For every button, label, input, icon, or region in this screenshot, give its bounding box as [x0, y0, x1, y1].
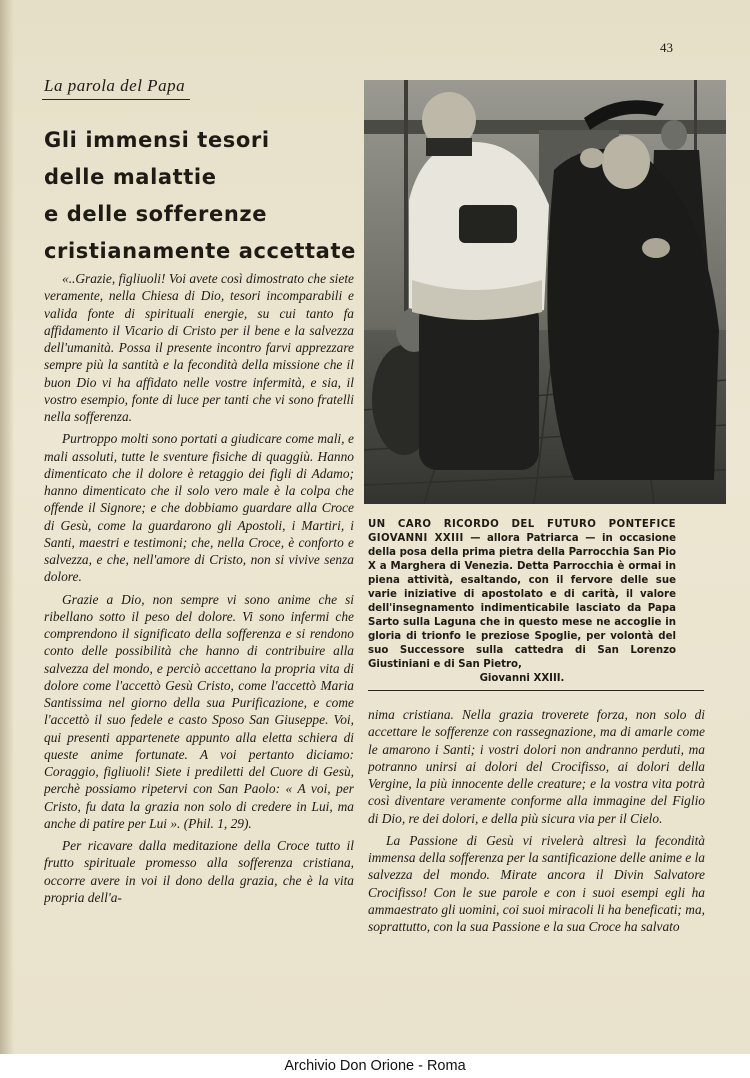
title-line: delle malattie	[44, 165, 217, 189]
article-column-right	[368, 706, 705, 1036]
archive-footer: Archivio Don Orione - Roma	[0, 1054, 750, 1078]
title-line: cristianamente accettate	[44, 239, 356, 263]
caption-end: Giovanni XXIII.	[479, 673, 565, 684]
title-line: Gli immensi tesori	[44, 128, 270, 152]
title-line: e delle sofferenze	[44, 202, 268, 226]
caption-lead: UN CARO RICORDO DEL FUTURO PONTEFICE GIOVANNI XXIII	[368, 519, 676, 544]
page-number: 43	[660, 40, 673, 55]
article-paragraph: La Passione di Gesù vi rivelerà altresì la fecondità immensa della sofferenza per la santificazione delle anime e la salvezza del mondo. Mirate ancora il Divin Salvatore Crocifisso! Con le sue parole e con i suoi esempi egli ha ammaestrato gli uomini, coi suoi miracoli li ha beneficati; ma, soprattutto, con la sua Passione e la sua Croce ha salvato	[368, 832, 705, 934]
caption-divider	[368, 690, 704, 691]
caption-body: — allora Patriarca — in occasione della posa della prima pietra della Parrocchia San Pio X a Marghera di Venezia. Detta Parrocchia è ormai in piena attività, esaltando, con il fervore delle sue varie iniziative di apostolato e di carità, il valore dell'insegnamento indimenticabile lasciato da Papa Sarto sulla Laguna che in questo mese ne accoglie in gloria di trionfo le preziose Spoglie, per volontà del suo Successore sulla cattedra di San Lorenzo Giustiniani e di San Pietro,	[368, 533, 676, 670]
rubric-divider	[42, 99, 190, 100]
article-column-left	[44, 270, 354, 1030]
photo-caption	[368, 518, 676, 686]
binding-shadow	[0, 0, 14, 1078]
article-paragraph: nima cristiana. Nella grazia troverete forza, non solo di accettare le sofferenze con rassegnazione, ma di amarle come le amarono i Santi; i vostri dolori non andranno perduti, ma potranno unirsi ai dolori del Crocifisso, ai dolori della Vergine, la più innocente delle creature; e la vostra vita potrà così diventare veramente conforme alla immagine del Figlio di Dio, re dei dolori, e della più sicura via per il Cielo.	[368, 707, 705, 826]
article-paragraph: Per ricavare dalla meditazione della Croce tutto il frutto spirituale promesso alla sofferenza cristiana, occorre avere in voi il dono della grazia, che è la vita propria dell'a-	[44, 838, 354, 905]
article-paragraph: Purtroppo molti sono portati a giudicare come mali, e mali assoluti, tutte le sventure fisiche di quaggiù. Hanno dimenticato che il dolore è retaggio dei figli di Adamo; hanno dimenticato che il solo vero male è la colpa che offende il Signore; e che dobbiamo guardare alla Croce di Gesù, come la guardarono gli Apostoli, i Martiri, i Santi, maestri e testimoni; che, nella Croce, è conforto e salvezza, e che, nell'amore di Cristo, non si vivive senza dolore.	[44, 431, 354, 585]
section-rubric: La parola del Papa	[44, 76, 186, 95]
photo-illustration	[364, 80, 726, 504]
article-title	[44, 122, 354, 270]
article-paragraph: Grazie a Dio, non sempre vi sono anime che si ribellano sotto il peso del dolore. Vi sono infermi che comprendono il significato della sofferenza e si rendono conto delle possibilità che hanno di contribuire alla salvezza del mondo, e perciò accettano la propria vita di dolore come l'accettò Gesù Cristo, come l'accettò Maria Santissima nel giorno della sua Purificazione, e come l'accettò il suo fedele e casto Sposo San Giuseppe. Voi, qui presenti appartenete appunto alla eletta schiera di queste anime fortunate. A voi pertanto diciamo: Coraggio, figliuoli! Siete i prediletti del Cuore di Gesù, perchè possiamo ripetervi con San Paolo: « A voi, per Cristo, fu data la grazia non solo di credere in Lui, ma anche di patire per Lui ». (Phil. 1, 29).	[44, 591, 354, 831]
article-paragraph: «..Grazie, figliuoli! Voi avete così dimostrato che siete veramente, nella Chiesa di Dio, tesori incomparabili e valida fonte di spirituali energie, su cui tanto fa affidamento il Vicario di Cristo per il bene e la salvezza dell'umanità. Possa il presente incontro farvi apprezzare sempre più la santità e la fecondità della missione che il buon Dio vi ha affidato nelle vostre infermità, e sia, il vostro esempio, fonte di luce per tanti che vi sono fratelli nella sofferenza.	[44, 271, 354, 424]
photograph-patriarch	[364, 80, 726, 504]
